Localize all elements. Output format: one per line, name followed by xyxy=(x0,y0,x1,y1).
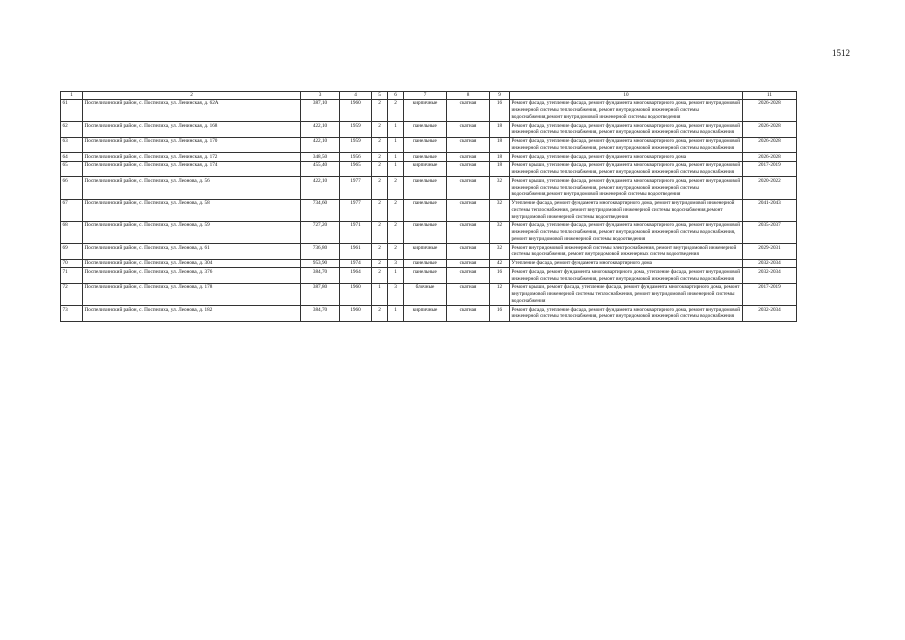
cell-area: 734,60 xyxy=(301,199,340,221)
cell-apartments: 32 xyxy=(490,199,510,221)
cell-entrances: 1 xyxy=(388,122,404,138)
cell-works: Ремонт фасада, утепление фасада, ремонт фундамента многоквартирного дома, ремонт внутридомовой инженерной системы теплоснабжения, ремонт внутридомовой инженерной системы водоснабжения xyxy=(510,137,743,153)
cell-works: Ремонт фасада, утепление фасада, ремонт фундамента многоквартирного дома xyxy=(510,153,743,162)
column-header: 1 xyxy=(61,92,83,100)
cell-row-number: 73 xyxy=(61,306,83,322)
cell-entrances: 2 xyxy=(388,177,404,199)
cell-address: Поспелихинский район, с. Поспелиха, ул. Леонова, д. 178 xyxy=(83,283,301,305)
cell-apartments: 32 xyxy=(490,244,510,260)
table-row xyxy=(61,268,797,284)
cell-area: 455,40 xyxy=(301,161,340,177)
table-row xyxy=(61,177,797,199)
cell-period: 2026-2028 xyxy=(743,99,797,121)
cell-wall-material: кирпичные xyxy=(404,244,447,260)
column-header: 2 xyxy=(83,92,301,100)
cell-floors: 2 xyxy=(372,161,388,177)
cell-wall-material: панельные xyxy=(404,153,447,162)
cell-year: 1960 xyxy=(340,99,372,121)
cell-floors: 2 xyxy=(372,199,388,221)
cell-wall-material: панельные xyxy=(404,177,447,199)
cell-apartments: 16 xyxy=(490,99,510,121)
cell-floors: 2 xyxy=(372,177,388,199)
cell-area: 727,20 xyxy=(301,221,340,243)
table-row xyxy=(61,221,797,243)
cell-entrances: 2 xyxy=(388,244,404,260)
cell-works: Утепление фасада, ремонт фундамента многоквартирного дома, ремонт внутридомовой инженерной системы теплоснабжения, ремонт внутридомовой инженерной системы водоснабжения,ремонт внутридомовой инженерной системы водоотведения xyxy=(510,199,743,221)
cell-area: 387,10 xyxy=(301,99,340,121)
table-row xyxy=(61,161,797,177)
cell-period: 2032-2034 xyxy=(743,306,797,322)
cell-year: 1961 xyxy=(340,244,372,260)
cell-period: 2026-2028 xyxy=(743,137,797,153)
buildings-table xyxy=(60,91,797,322)
cell-period: 2017-2019 xyxy=(743,283,797,305)
cell-floors: 2 xyxy=(372,268,388,284)
cell-roof-type: скатная xyxy=(447,259,490,268)
cell-apartments: 12 xyxy=(490,283,510,305)
cell-floors: 1 xyxy=(372,283,388,305)
cell-wall-material: кирпичные xyxy=(404,99,447,121)
column-header: 9 xyxy=(490,92,510,100)
cell-address: Поспелихинский район, с. Поспелиха, ул. Леонова, д. 58 xyxy=(83,199,301,221)
cell-wall-material: кирпичные xyxy=(404,306,447,322)
cell-works: Ремонт крыши, утепление фасада, ремонт фундамента многоквартирного дома, ремонт внутридомовой инженерной системы теплоснабжения, ремонт внутридомовой инженерной системы водоснабжения,ремонт внутридомовой инженерной системы водоотведения xyxy=(510,177,743,199)
header-row xyxy=(61,92,797,100)
cell-year: 1964 xyxy=(340,268,372,284)
table-row xyxy=(61,244,797,260)
cell-year: 1960 xyxy=(340,283,372,305)
cell-row-number: 63 xyxy=(61,137,83,153)
cell-year: 1959 xyxy=(340,137,372,153)
cell-floors: 2 xyxy=(372,306,388,322)
cell-roof-type: скатная xyxy=(447,306,490,322)
cell-row-number: 71 xyxy=(61,268,83,284)
cell-entrances: 2 xyxy=(388,221,404,243)
cell-period: 2026-2028 xyxy=(743,122,797,138)
cell-row-number: 72 xyxy=(61,283,83,305)
cell-apartments: 16 xyxy=(490,268,510,284)
cell-works: Ремонт фасада, утепление фасада, ремонт фундамента многоквартирного дома, ремонт внутридомовой инженерной системы теплоснабжения, ремонт внутридомовой инженерной системы водоснабжения, ремонт внутридомовой инженерной системы водоотведения xyxy=(510,221,743,243)
cell-area: 387,80 xyxy=(301,283,340,305)
cell-entrances: 2 xyxy=(388,99,404,121)
cell-works: Утепление фасада, ремонт фундамента многоквартирного дома xyxy=(510,259,743,268)
cell-floors: 2 xyxy=(372,259,388,268)
cell-entrances: 3 xyxy=(388,283,404,305)
table-row xyxy=(61,199,797,221)
cell-works: Ремонт внутридомовой инженерной системы электроснабжения, ремонт внутридомовой инженерной системы водоснабжения, ремонт внутридомовой инженерных систем водоотведения xyxy=(510,244,743,260)
table-row xyxy=(61,306,797,322)
cell-wall-material: панельные xyxy=(404,268,447,284)
cell-address: Поспелихинский район, с. Поспелиха, ул. Ленинская, д. 172 xyxy=(83,153,301,162)
cell-wall-material: панельные xyxy=(404,221,447,243)
column-header: 5 xyxy=(372,92,388,100)
cell-address: Поспелихинский район, с. Поспелиха, ул. Ленинская, д. 168 xyxy=(83,122,301,138)
cell-floors: 2 xyxy=(372,153,388,162)
cell-year: 1971 xyxy=(340,221,372,243)
cell-period: 2032-2034 xyxy=(743,259,797,268)
cell-address: Поспелихинский район, с. Поспелиха, ул. Ленинская, д. 174 xyxy=(83,161,301,177)
table-row xyxy=(61,283,797,305)
cell-wall-material: панельные xyxy=(404,137,447,153)
cell-floors: 2 xyxy=(372,99,388,121)
column-header: 10 xyxy=(510,92,743,100)
cell-address: Поспелихинский район, с. Поспелиха, ул. Леонова, д. 59 xyxy=(83,221,301,243)
cell-period: 2026-2028 xyxy=(743,153,797,162)
cell-roof-type: скатная xyxy=(447,221,490,243)
cell-area: 384,70 xyxy=(301,268,340,284)
cell-year: 1977 xyxy=(340,199,372,221)
cell-row-number: 69 xyxy=(61,244,83,260)
cell-entrances: 2 xyxy=(388,199,404,221)
cell-apartments: 18 xyxy=(490,137,510,153)
cell-wall-material: кирпичные xyxy=(404,161,447,177)
cell-year: 1959 xyxy=(340,122,372,138)
cell-floors: 2 xyxy=(372,244,388,260)
column-header: 11 xyxy=(743,92,797,100)
cell-works: Ремонт фасада, утепление фасада, ремонт фундамента многоквартирного дома, ремонт внутридомовой инженерной системы теплоснабжения, ремонт внутридомовой инженерной системы водоснабжения xyxy=(510,122,743,138)
cell-apartments: 18 xyxy=(490,122,510,138)
cell-wall-material: панельные xyxy=(404,199,447,221)
cell-row-number: 62 xyxy=(61,122,83,138)
cell-floors: 2 xyxy=(372,137,388,153)
cell-roof-type: скатная xyxy=(447,283,490,305)
cell-period: 2020-2022 xyxy=(743,177,797,199)
cell-area: 348,50 xyxy=(301,153,340,162)
cell-works: Ремонт фасада, ремонт фундамента многоквартирного дома, утепление фасада, ремонт внутридомовой инженерной системы теплоснабжения, ремонт внутридомовой инженерной системы водоснабжения xyxy=(510,268,743,284)
cell-row-number: 61 xyxy=(61,99,83,121)
cell-wall-material: панельные xyxy=(404,122,447,138)
cell-row-number: 70 xyxy=(61,259,83,268)
column-header: 6 xyxy=(388,92,404,100)
cell-entrances: 1 xyxy=(388,161,404,177)
table-row xyxy=(61,137,797,153)
cell-address: Поспелихинский район, с. Поспелиха, ул. Леонова, д. 61 xyxy=(83,244,301,260)
cell-area: 953,90 xyxy=(301,259,340,268)
cell-area: 422,10 xyxy=(301,177,340,199)
cell-apartments: 16 xyxy=(490,306,510,322)
cell-roof-type: скатная xyxy=(447,199,490,221)
cell-year: 1960 xyxy=(340,306,372,322)
cell-roof-type: скатная xyxy=(447,122,490,138)
cell-works: Ремонт фасада, утепление фасада, ремонт фундамента многоквартирного дома, ремонт внутридомовой инженерной системы теплоснабжения, ремонт внутридомовой инженерной системы водоснабжения xyxy=(510,306,743,322)
cell-address: Поспелихинский район, с. Поспелиха, ул. Леонова, д. 304 xyxy=(83,259,301,268)
cell-row-number: 68 xyxy=(61,221,83,243)
column-header: 4 xyxy=(340,92,372,100)
cell-year: 1977 xyxy=(340,177,372,199)
cell-period: 2035-2037 xyxy=(743,221,797,243)
cell-address: Поспелихинский район, с. Поспелиха, ул. Леонова, д. 376 xyxy=(83,268,301,284)
cell-address: Поспелихинский район, с. Поспелиха, ул. Ленинская, д. 62А xyxy=(83,99,301,121)
cell-row-number: 67 xyxy=(61,199,83,221)
cell-roof-type: скатная xyxy=(447,177,490,199)
cell-year: 1956 xyxy=(340,153,372,162)
cell-period: 2041-2043 xyxy=(743,199,797,221)
column-header: 8 xyxy=(447,92,490,100)
cell-apartments: 32 xyxy=(490,221,510,243)
cell-apartments: 42 xyxy=(490,259,510,268)
cell-area: 384,70 xyxy=(301,306,340,322)
cell-entrances: 1 xyxy=(388,268,404,284)
cell-address: Поспелихинский район, с. Поспелиха, ул. Леонова, д. 182 xyxy=(83,306,301,322)
cell-entrances: 1 xyxy=(388,137,404,153)
cell-roof-type: скатная xyxy=(447,268,490,284)
cell-roof-type: скатная xyxy=(447,99,490,121)
cell-address: Поспелихинский район, с. Поспелиха, ул. Леонова, д. 56 xyxy=(83,177,301,199)
cell-area: 422,10 xyxy=(301,122,340,138)
table-body xyxy=(61,99,797,321)
cell-row-number: 64 xyxy=(61,153,83,162)
cell-entrances: 1 xyxy=(388,153,404,162)
cell-entrances: 1 xyxy=(388,306,404,322)
cell-area: 736,80 xyxy=(301,244,340,260)
cell-period: 2017-2019 xyxy=(743,161,797,177)
cell-works: Ремонт крыши, утепление фасада, ремонт фундамента многоквартирного дома, ремонт внутридомовой инженерной системы теплоснабжения, ремонт внутридомовой инженерной системы водоснабжения xyxy=(510,161,743,177)
cell-roof-type: скатная xyxy=(447,137,490,153)
cell-floors: 2 xyxy=(372,122,388,138)
cell-row-number: 66 xyxy=(61,177,83,199)
cell-year: 1974 xyxy=(340,259,372,268)
page-number: 1512 xyxy=(832,48,850,58)
cell-row-number: 65 xyxy=(61,161,83,177)
cell-period: 2032-2034 xyxy=(743,268,797,284)
cell-address: Поспелихинский район, с. Поспелиха, ул. Ленинская, д. 170 xyxy=(83,137,301,153)
cell-floors: 2 xyxy=(372,221,388,243)
table-row xyxy=(61,99,797,121)
table-row xyxy=(61,122,797,138)
cell-works: Ремонт крыши, ремонт фасада, утепление фасада, ремонт фундамента многоквартирного дома, ремонт внутридомовой инженерной системы теплоснабжения, ремонт внутридомовой инженерной системы водоснабжения xyxy=(510,283,743,305)
cell-works: Ремонт фасада, утепление фасада, ремонт фундамента многоквартирного дома, ремонт внутридомовой инженерной системы теплоснабжения, ремонт внутридомовой инженерной системы водоснабжения,ремонт внутридомовой инженерной системы водоотведения xyxy=(510,99,743,121)
cell-apartments: 18 xyxy=(490,161,510,177)
column-header: 3 xyxy=(301,92,340,100)
cell-entrances: 3 xyxy=(388,259,404,268)
cell-area: 422,10 xyxy=(301,137,340,153)
cell-apartments: 32 xyxy=(490,177,510,199)
column-header: 7 xyxy=(404,92,447,100)
cell-roof-type: скатная xyxy=(447,153,490,162)
cell-period: 2029-2031 xyxy=(743,244,797,260)
cell-roof-type: скатная xyxy=(447,161,490,177)
table-row xyxy=(61,153,797,162)
cell-apartments: 18 xyxy=(490,153,510,162)
cell-roof-type: скатная xyxy=(447,244,490,260)
cell-wall-material: панельные xyxy=(404,259,447,268)
cell-year: 1965 xyxy=(340,161,372,177)
cell-wall-material: блочные xyxy=(404,283,447,305)
table-row xyxy=(61,259,797,268)
